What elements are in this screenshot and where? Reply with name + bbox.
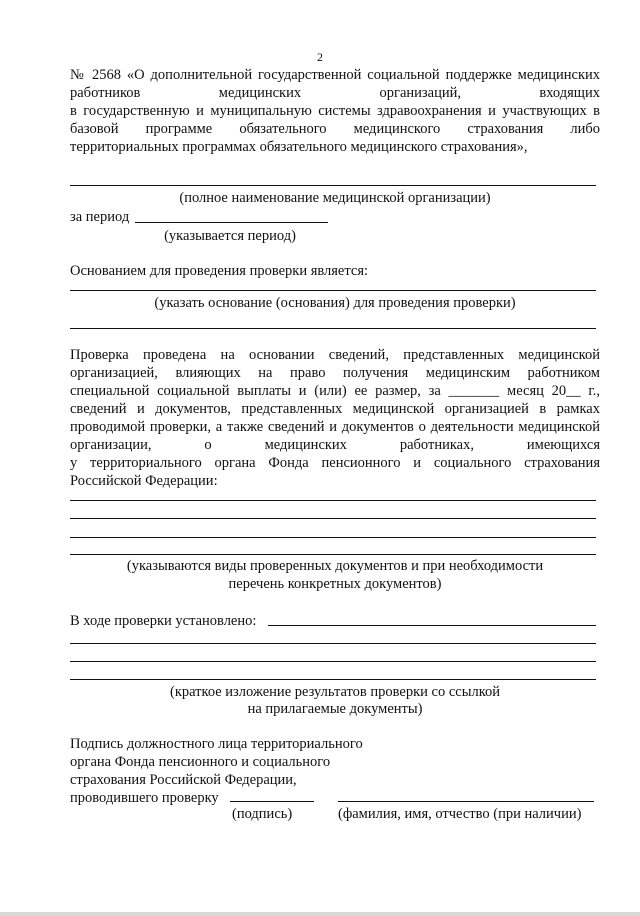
page-number: 2 bbox=[317, 50, 323, 64]
intro-word: обязательного bbox=[239, 121, 327, 137]
period-field[interactable] bbox=[135, 222, 328, 223]
intro-paragraph bbox=[70, 66, 600, 156]
check-line: у территориального органа Фонда пенсионного и социального страхования bbox=[70, 455, 600, 471]
full-name-caption: (фамилия, имя, отчество (при наличии) bbox=[338, 806, 582, 822]
documents-field-1[interactable] bbox=[70, 500, 596, 501]
intro-line-spread bbox=[70, 84, 600, 102]
signature-block bbox=[70, 735, 430, 807]
period-caption: (указывается период) bbox=[164, 228, 296, 244]
check-line: проводимой проверки, а также сведений и документов о деятельности медицинской bbox=[70, 419, 600, 435]
intro-word: страхования bbox=[467, 121, 544, 137]
basis-label: Основанием для проведения проверки является: bbox=[70, 263, 369, 279]
signature-caption: (подпись) bbox=[232, 806, 293, 822]
signature-line: органа Фонда пенсионного и социального bbox=[70, 754, 331, 770]
check-line: организацией, влияющих на право получения медицинским работником bbox=[70, 365, 600, 381]
documents-caption-1: (указываются виды проверенных документов и при необходимости bbox=[126, 558, 544, 574]
intro-word: организаций, bbox=[379, 85, 461, 101]
check-line: Проверка проведена на основании сведений, представленных медицинской bbox=[70, 347, 600, 363]
check-line: сведений и документов, представленных медицинской организацией в рамках bbox=[70, 401, 600, 417]
basis-caption: (указать основание (основания) для проведения проверки) bbox=[154, 295, 516, 311]
intro-word: работников bbox=[70, 85, 141, 101]
intro-word: программе bbox=[145, 121, 213, 137]
check-line: специальной социальной выплаты и (или) ее размер, за _______ месяц 20__ г., bbox=[70, 383, 600, 399]
check-line: организации, о медицинских работниках, имеющихся bbox=[70, 437, 600, 453]
full-name-field[interactable] bbox=[338, 801, 594, 802]
documents-field-2[interactable] bbox=[70, 518, 596, 519]
intro-line: территориальных программах обязательного медицинского страхования», bbox=[70, 139, 528, 155]
signature-line: проводившего проверку bbox=[70, 790, 219, 806]
documents-field-4[interactable] bbox=[70, 554, 596, 555]
intro-word: входящих bbox=[539, 85, 600, 101]
org-name-field[interactable] bbox=[70, 185, 596, 186]
findings-field-2[interactable] bbox=[70, 643, 596, 644]
findings-caption-1: (краткое изложение результатов проверки со ссылкой bbox=[169, 684, 501, 700]
intro-line-spread bbox=[70, 120, 600, 138]
check-paragraph bbox=[70, 346, 600, 490]
documents-field-3[interactable] bbox=[70, 537, 596, 538]
intro-word: медицинских bbox=[218, 85, 302, 101]
documents-caption-2: перечень конкретных документов) bbox=[228, 576, 442, 592]
findings-caption-2: на прилагаемые документы) bbox=[247, 701, 423, 717]
signature-line: Подпись должностного лица территориального bbox=[70, 736, 363, 752]
intro-line: в государственную и муниципальную системы здравоохранения и участвующих в bbox=[70, 103, 600, 119]
findings-field-1[interactable] bbox=[268, 625, 596, 626]
org-name-caption: (полное наименование медицинской организации) bbox=[179, 190, 491, 206]
signature-line: страхования Российской Федерации, bbox=[70, 772, 297, 788]
basis-field-2[interactable] bbox=[70, 328, 596, 329]
findings-field-3[interactable] bbox=[70, 661, 596, 662]
findings-label: В ходе проверки установлено: bbox=[70, 613, 257, 629]
basis-field[interactable] bbox=[70, 290, 596, 291]
intro-word: медицинского bbox=[353, 121, 441, 137]
scan-edge bbox=[0, 912, 640, 916]
signature-field[interactable] bbox=[230, 801, 314, 802]
intro-word: либо bbox=[570, 121, 600, 137]
check-line: Российской Федерации: bbox=[70, 473, 218, 489]
findings-field-4[interactable] bbox=[70, 679, 596, 680]
intro-line: № 2568 «О дополнительной государственной социальной поддержке медицинских bbox=[70, 67, 600, 83]
period-label: за период bbox=[70, 209, 130, 225]
intro-word: базовой bbox=[70, 121, 119, 137]
